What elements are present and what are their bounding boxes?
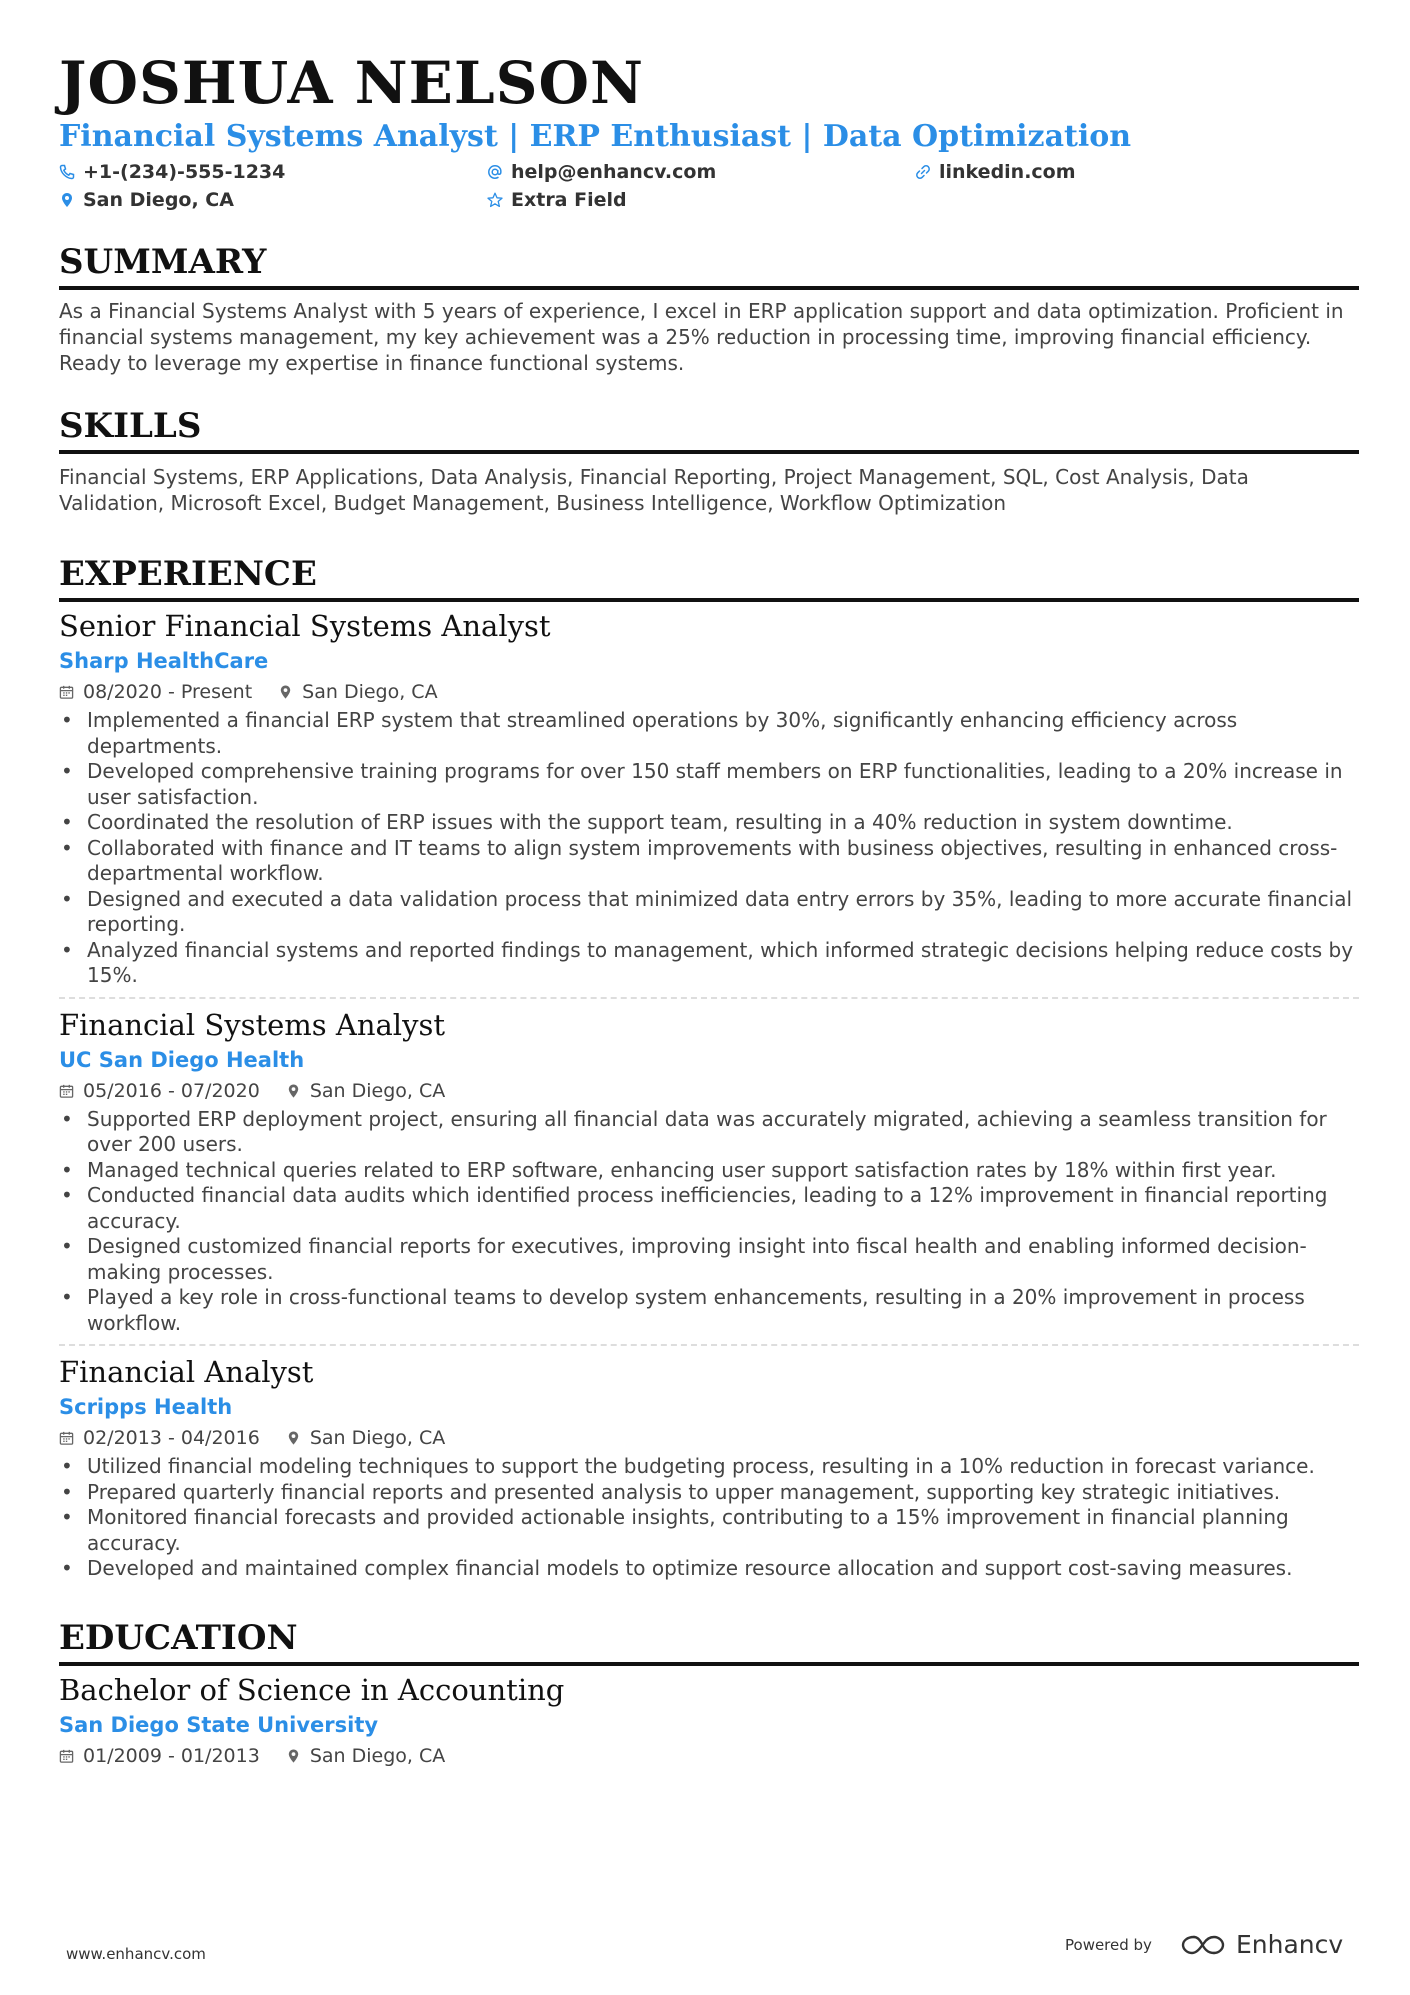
- summary-section: [59, 242, 1359, 376]
- link-icon: [915, 163, 931, 181]
- location-pin-icon: [278, 683, 294, 701]
- star-icon: [487, 191, 503, 209]
- footer-website[interactable]: www.enhancv.com: [66, 1945, 206, 1963]
- job-location: San Diego, CA: [302, 681, 438, 703]
- location-pin-icon: [59, 191, 75, 209]
- bullet-item: • Coordinated the resolution of ERP issues with the support team, resulting in a 40% reduction in system downtime.: [87, 810, 1359, 836]
- linkedin-text: linkedin.com: [939, 161, 1076, 183]
- bullet-item: • Supported ERP deployment project, ensuring all financial data was accurately migrated, achieving a seamless transition for over 200 users.: [87, 1107, 1359, 1158]
- contact-linkedin[interactable]: [915, 160, 1343, 184]
- job-dates: 05/2016 - 07/2020: [83, 1079, 260, 1102]
- bullet-item: • Designed and executed a data validation process that minimized data entry errors by 35%, leading to more accurate financial reporting.: [87, 887, 1359, 938]
- summary-heading: SUMMARY: [59, 242, 1359, 290]
- school-name: San Diego State University: [59, 1712, 379, 1737]
- experience-item: [59, 1344, 1359, 1582]
- job-dates: 08/2020 - Present: [83, 681, 253, 703]
- bullet-item: • Prepared quarterly financial reports and presented analysis to upper management, supporting key strategic initiatives.: [87, 1480, 1359, 1506]
- enhancv-logo[interactable]: [1180, 1930, 1343, 1959]
- experience-item: [59, 602, 1359, 989]
- education-location: San Diego, CA: [309, 1744, 446, 1767]
- bullet-item: • Implemented a financial ERP system that streamlined operations by 30%, significantly enhancing efficiency across departments.: [87, 708, 1359, 759]
- job-location: San Diego, CA: [309, 1427, 446, 1449]
- contact-phone[interactable]: [59, 160, 487, 184]
- bullet-item: • Developed comprehensive training programs for over 150 staff members on ERP functionalities, leading to a 20% increase in user satisfaction.: [87, 759, 1359, 810]
- calendar-icon: [59, 1747, 75, 1765]
- enhancv-logo-icon: [1180, 1931, 1226, 1959]
- degree-title: Bachelor of Science in Accounting: [59, 1672, 565, 1707]
- education-item: [59, 1666, 1359, 1772]
- at-icon: [487, 163, 503, 181]
- job-bullets: [59, 1107, 1359, 1337]
- bullet-item: • Conducted financial data audits which identified process inefficiencies, leading to a 12% improvement in financial reporting accuracy.: [87, 1183, 1359, 1234]
- contact-extra-field: [487, 188, 915, 212]
- powered-by-label: Powered by: [1065, 1935, 1152, 1954]
- extra-field-text: Extra Field: [511, 189, 627, 211]
- experience-heading: EXPERIENCE: [59, 554, 1359, 602]
- location-pin-icon: [286, 1082, 302, 1100]
- bullet-item: • Utilized financial modeling techniques to support the budgeting process, resulting in a 10% reduction in forecast variance.: [87, 1454, 1359, 1480]
- calendar-icon: [59, 1082, 75, 1100]
- headline: Financial Systems Analyst | ERP Enthusiast | Data Optimization: [59, 119, 1132, 154]
- job-dates: 02/2013 - 04/2016: [83, 1427, 260, 1449]
- job-title: Financial Analyst: [59, 1355, 314, 1389]
- brand-name: Enhancv: [1235, 1930, 1344, 1959]
- job-bullets: [59, 1454, 1359, 1582]
- bullet-item: • Played a key role in cross-functional teams to develop system enhancements, resulting in a 20% improvement in process workflow.: [87, 1285, 1359, 1336]
- email-text: help@enhancv.com: [511, 161, 717, 183]
- bullet-item: • Monitored financial forecasts and provided actionable insights, contributing to a 15% improvement in financial planning accuracy.: [87, 1505, 1359, 1556]
- location-pin-icon: [286, 1429, 302, 1447]
- education-heading: EDUCATION: [59, 1618, 1359, 1666]
- location-text: San Diego, CA: [83, 189, 234, 211]
- location-pin-icon: [286, 1747, 302, 1765]
- candidate-name: JOSHUA NELSON: [59, 49, 645, 117]
- education-section: [59, 1618, 1359, 1772]
- job-location: San Diego, CA: [309, 1079, 446, 1102]
- job-meta: [59, 1422, 1359, 1454]
- contact-info: [59, 160, 1359, 212]
- job-bullets: [59, 708, 1359, 989]
- job-title: Financial Systems Analyst: [59, 1007, 445, 1042]
- skills-section: [59, 406, 1359, 516]
- bullet-item: • Developed and maintained complex financial models to optimize resource allocation and support cost-saving measures.: [87, 1556, 1359, 1582]
- resume-page: [59, 48, 1359, 1772]
- summary-text: As a Financial Systems Analyst with 5 years of experience, I excel in ERP application support and data optimization. Proficient in financial systems management, my key achievement was a 25% reduction in processing time, improving financial efficiency. Ready to leverage my expertise in finance functional systems.: [59, 299, 1344, 375]
- calendar-icon: [59, 1429, 75, 1447]
- skills-text: Financial Systems, ERP Applications, Data Analysis, Financial Reporting, Project Management, SQL, Cost Analysis, Data Validation, Microsoft Excel, Budget Management, Business Intelligence, Workflow Optimization: [59, 465, 1249, 515]
- bullet-item: • Analyzed financial systems and reported findings to management, which informed strategic decisions helping reduce costs by 15%.: [87, 938, 1359, 989]
- bullet-item: • Designed customized financial reports for executives, improving insight into fiscal health and enabling informed decision-making processes.: [87, 1234, 1359, 1285]
- bullet-item: • Collaborated with finance and IT teams to align system improvements with business objectives, resulting in enhanced cross-departmental workflow.: [87, 836, 1359, 887]
- footer-branding: [1065, 1930, 1343, 1959]
- phone-text: +1-(234)-555-1234: [83, 161, 286, 183]
- education-dates: 01/2009 - 01/2013: [83, 1744, 260, 1767]
- company-name: UC San Diego Health: [59, 1047, 305, 1072]
- experience-item: [59, 997, 1359, 1337]
- experience-section: [59, 554, 1359, 1582]
- education-meta: [59, 1740, 1359, 1772]
- phone-icon: [59, 163, 75, 181]
- job-meta: [59, 1075, 1359, 1107]
- contact-location: [59, 188, 487, 212]
- company-name: Sharp HealthCare: [59, 649, 269, 673]
- job-title: Senior Financial Systems Analyst: [59, 609, 551, 643]
- calendar-icon: [59, 683, 75, 701]
- contact-email[interactable]: [487, 160, 915, 184]
- bullet-item: • Managed technical queries related to ERP software, enhancing user support satisfaction rates by 18% within first year.: [87, 1158, 1359, 1184]
- company-name: Scripps Health: [59, 1395, 233, 1419]
- skills-heading: SKILLS: [59, 406, 1359, 454]
- job-meta: [59, 676, 1359, 708]
